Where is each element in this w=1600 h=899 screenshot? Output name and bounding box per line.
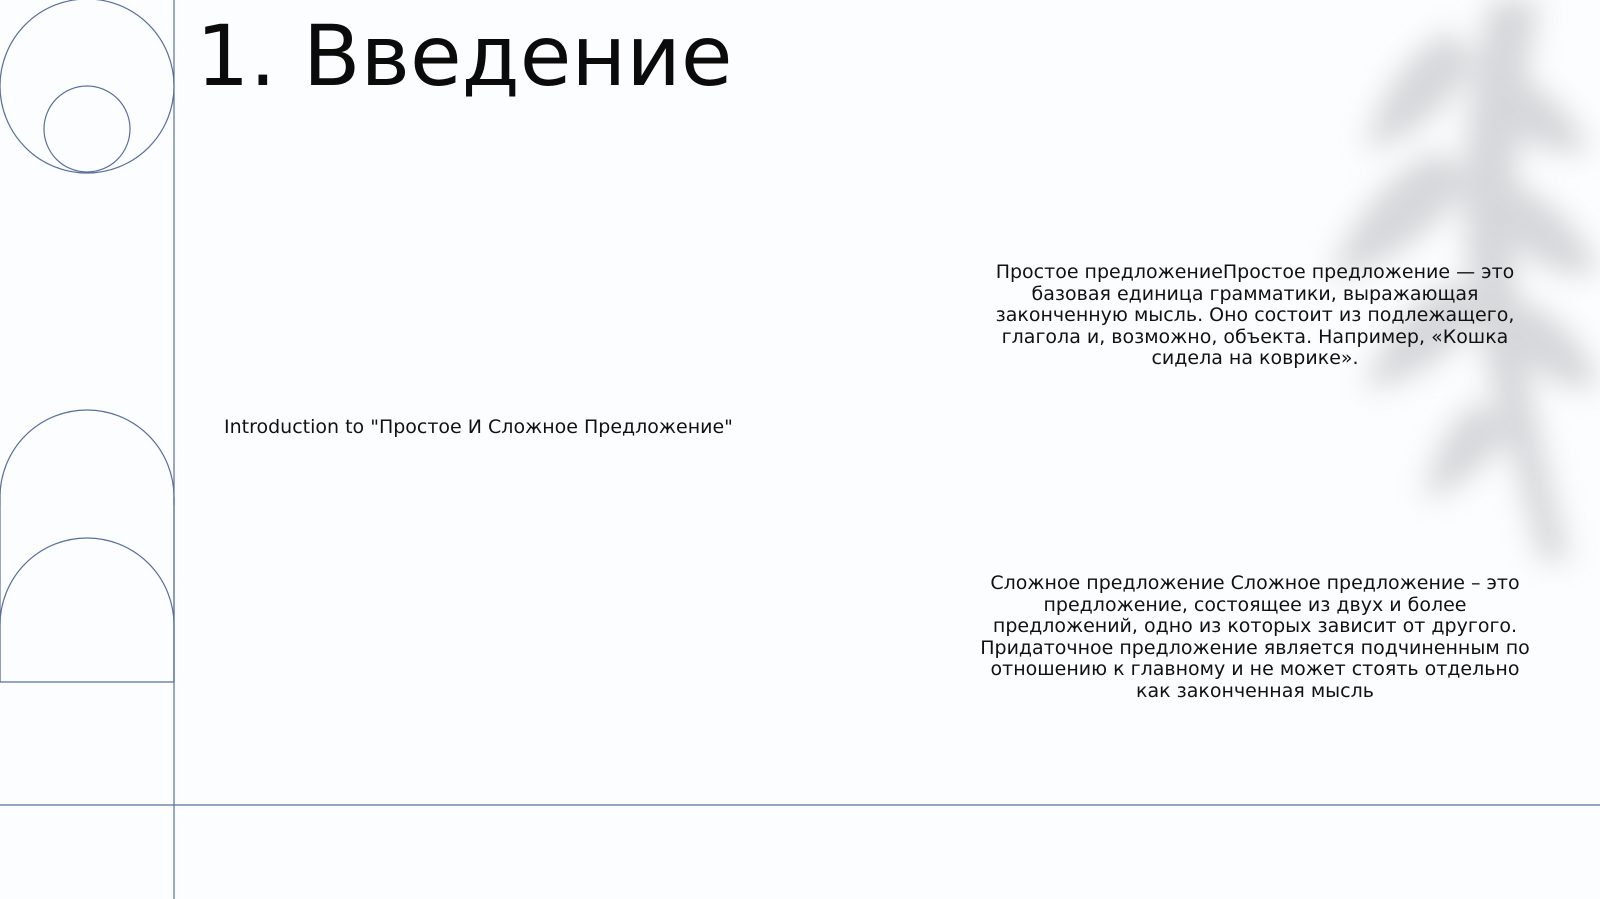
simple-sentence-paragraph: Простое предложениеПростое предложение — это базовая единица грамматики, выражающая законченную мысль. Оно состоит из подлежащего, глагола и, возможно, объекта. Например, «Кошка сидела на коврике». — [995, 261, 1515, 369]
small-circle-decoration — [44, 86, 130, 172]
lower-arch-decoration — [0, 538, 174, 682]
complex-sentence-paragraph: Сложное предложение Сложное предложение – это предложение, состоящее из двух и более предложений, одно из которых зависит от другого. Придаточное предложение является подчиненным по отношению к главному и не может стоять отдельно как законченная мысль — [980, 572, 1530, 702]
upper-arch-decoration — [0, 410, 174, 505]
page-title: 1. Введение — [196, 7, 733, 105]
intro-text: Introduction to "Простое И Сложное Предложение" — [224, 416, 733, 438]
